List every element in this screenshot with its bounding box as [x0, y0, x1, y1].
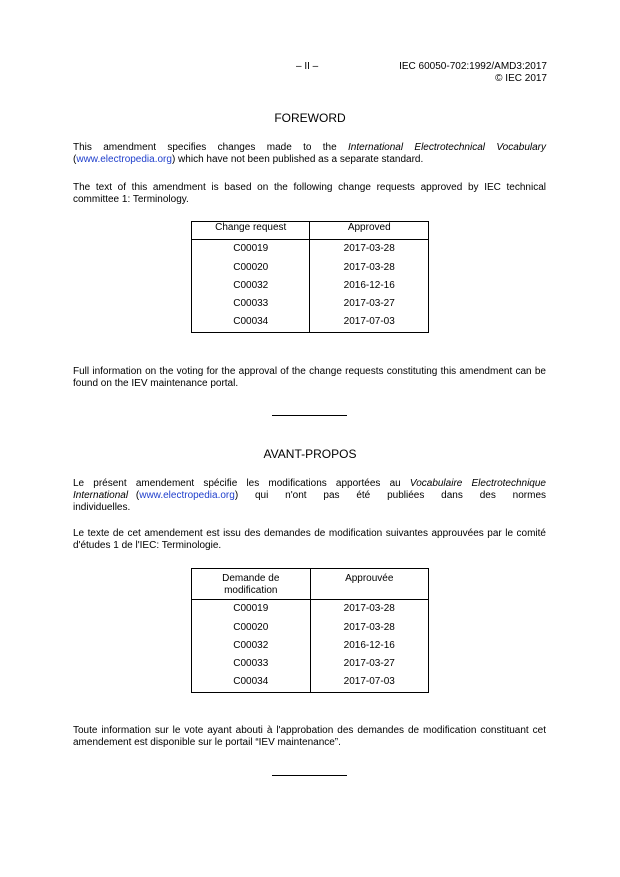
- text: (: [128, 490, 140, 501]
- table-row: [192, 240, 429, 259]
- text: Toute information sur le vote ayant abouti à l'approbation des demandes de modification constituant cet amendement est disponible sur le portail “IEV maintenance”.: [73, 725, 546, 748]
- approval-date: 2017-03-28: [310, 259, 429, 277]
- approval-date: 2017-03-27: [310, 295, 429, 313]
- change-requests-table: [191, 221, 429, 333]
- foreword-paragraph-1: [73, 142, 546, 166]
- demandes-table: [191, 568, 429, 693]
- change-request-id: C00033: [192, 295, 310, 313]
- avant-propos-paragraph-3: [73, 725, 546, 749]
- section-divider: [272, 775, 347, 776]
- approval-date: 2016-12-16: [310, 637, 428, 655]
- text: ) which have not been published as a separate standard.: [171, 154, 424, 165]
- document-header: [399, 61, 547, 85]
- table-row: [192, 637, 429, 655]
- electropedia-link[interactable]: www.electropedia.org: [76, 154, 172, 165]
- change-request-id: C00019: [192, 240, 310, 259]
- copyright-notice: © IEC 2017: [495, 73, 547, 84]
- avant-propos-paragraph-2: [73, 528, 546, 552]
- vocabulary-title: International Electrotechnical Vocabulary: [348, 142, 546, 153]
- vocabulary-title-cont: International: [73, 490, 129, 501]
- foreword-paragraph-3: [73, 366, 546, 390]
- text: ) qui n'ont pas été publiées dans des normes individuelles.: [73, 490, 547, 513]
- change-request-id: C00020: [192, 259, 310, 277]
- document-reference: IEC 60050-702:1992/AMD3:2017: [399, 61, 547, 72]
- table-row: [192, 295, 429, 313]
- column-header-approved: Approved: [310, 222, 429, 240]
- text: Le texte de cet amendement est issu des demandes de modification suivantes approuvées par le comité d'études 1 de l'IEC: Terminologie.: [73, 528, 546, 551]
- column-header-demande: [192, 569, 311, 600]
- header-line: modification: [224, 585, 278, 596]
- foreword-title: FOREWORD: [274, 111, 346, 125]
- table-row: [192, 655, 429, 673]
- electropedia-link[interactable]: www.electropedia.org: [139, 490, 235, 501]
- header-line: Demande de: [222, 573, 280, 584]
- approval-date: 2016-12-16: [310, 277, 429, 295]
- text: (: [73, 154, 77, 165]
- section-divider: [272, 415, 347, 416]
- change-request-id: C00034: [192, 313, 310, 333]
- approval-date: 2017-03-28: [310, 240, 429, 259]
- table-row: [192, 259, 429, 277]
- table-row: [192, 277, 429, 295]
- page-number: – II –: [296, 61, 319, 72]
- table-row: [192, 673, 429, 693]
- text: This amendment specifies changes made to the: [73, 142, 349, 153]
- approval-date: 2017-03-28: [310, 619, 428, 637]
- change-request-id: C00034: [192, 673, 311, 693]
- change-request-id: C00032: [192, 637, 311, 655]
- avant-propos-title: AVANT-PROPOS: [263, 447, 357, 461]
- text: The text of this amendment is based on the following change requests approved by IEC technical committee 1: Terminology.: [73, 182, 546, 205]
- approval-date: 2017-03-27: [310, 655, 428, 673]
- text: Le présent amendement spécifie les modifications apportées au: [73, 478, 410, 489]
- avant-propos-paragraph-1: [73, 478, 546, 514]
- change-request-id: C00019: [192, 600, 311, 619]
- text: Full information on the voting for the approval of the change requests constituting this amendment can be found on the IEV maintenance portal.: [73, 366, 546, 389]
- vocabulary-title: Vocabulaire Electrotechnique: [409, 478, 546, 489]
- table-row: [192, 313, 429, 333]
- table-row: [192, 619, 429, 637]
- column-header-approuvee: Approuvée: [310, 569, 428, 600]
- change-request-id: C00020: [192, 619, 311, 637]
- approval-date: 2017-07-03: [310, 313, 429, 333]
- approval-date: 2017-03-28: [310, 600, 428, 619]
- foreword-paragraph-2: [73, 182, 546, 206]
- column-header-change-request: Change request: [192, 222, 310, 240]
- table-row: [192, 600, 429, 619]
- approval-date: 2017-07-03: [310, 673, 428, 693]
- change-request-id: C00033: [192, 655, 311, 673]
- change-request-id: C00032: [192, 277, 310, 295]
